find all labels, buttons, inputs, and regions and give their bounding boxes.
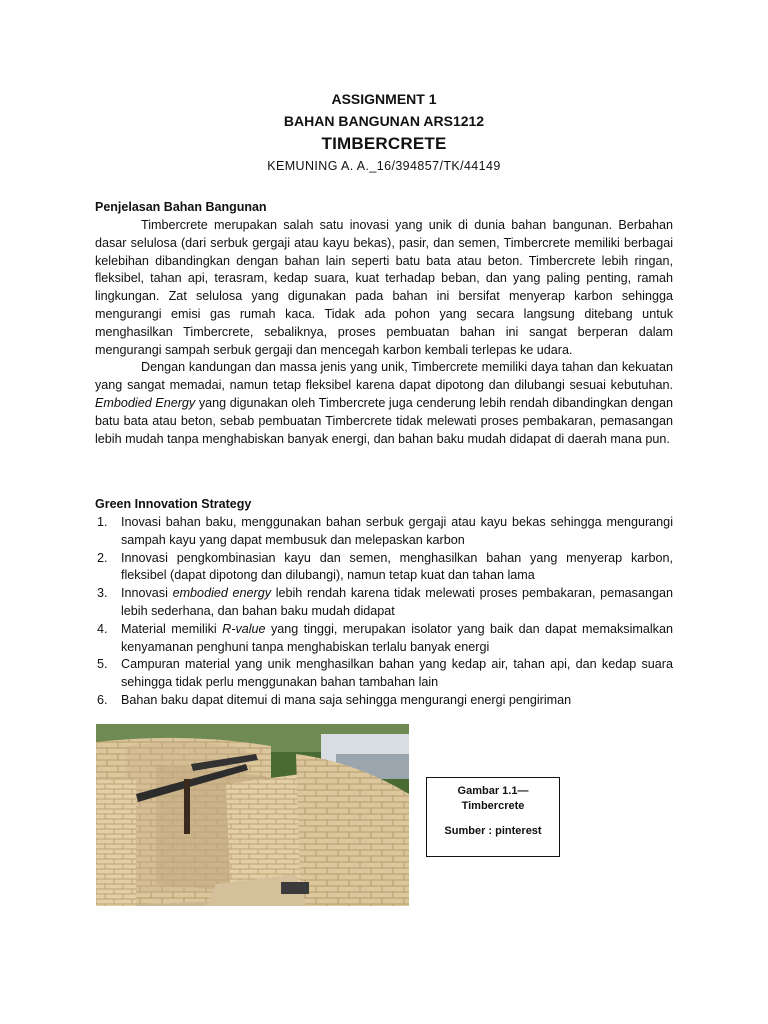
list-number: 1. (97, 515, 108, 529)
figure-caption: Gambar 1.1— Timbercrete (457, 785, 529, 812)
figure-source: Sumber : pinterest (444, 825, 542, 837)
course-label: BAHAN BANGUNAN ARS1212 (283, 113, 485, 129)
list-item (95, 692, 673, 710)
list-item (95, 550, 673, 586)
list-item-text: lebih rendah karena tidak melewati proses pembakaran, pemasangan lebih sederhana, dan bahan baku mudah didapat (121, 586, 674, 618)
list-item-text: Inovasi bahan baku, menggunakan bahan serbuk gergaji atau kayu bekas sehingga mengurangi sampah kayu yang dapat membusuk dan melepaskan karbon (121, 515, 673, 547)
list-number: 4. (97, 621, 108, 636)
assignment-label: ASSIGNMENT 1 (331, 91, 437, 107)
section-heading-penjelasan: Penjelasan Bahan Bangunan (95, 200, 267, 214)
list-item-text: Innovasi pengkombinasian kayu dan semen, menghasilkan bahan yang menyerap karbon, fleksibel (dapat dipotong dan dilubangi), namun tetap kuat dan tahan lama (121, 550, 673, 583)
list-number: 5. (97, 657, 108, 672)
document-title: TIMBERCRETE (321, 134, 447, 153)
list-item (95, 585, 673, 621)
list-item-emphasis: embodied energy (172, 586, 272, 601)
list-number: 6. (97, 692, 108, 707)
section-body-penjelasan (95, 217, 673, 448)
list-item-text: Campuran material yang unik menghasilkan bahan yang kedap air, tahan api, dan kedap suara sehingga tidak perlu menggunakan bahan tambahan lain (121, 657, 673, 690)
list-item (95, 621, 673, 657)
paragraph-2-text-a: Dengan kandungan dan massa jenis yang unik, Timbercrete memiliki daya tahan dan kekuatan yang sangat memadai, namun tetap fleksibel karena dapat dipotong dan dilubangi sesuai kebutuhan. (95, 360, 673, 393)
list-item-text: yang tinggi, merupakan isolator yang baik dan dapat memaksimalkan kenyamanan penghuni tanpa menghabiskan terlalu banyak energi (121, 621, 673, 654)
list-item (95, 514, 673, 550)
author-line: KEMUNING A. A._16/394857/TK/44149 (267, 159, 501, 173)
section-heading-green-innovation: Green Innovation Strategy (95, 497, 252, 511)
list-item-text: Bahan baku dapat ditemui di mana saja sehingga mengurangi energi pengiriman (121, 692, 572, 707)
figure-caption-box (426, 777, 560, 857)
list-item-emphasis: R-value (222, 621, 266, 636)
list-item (95, 656, 673, 692)
list-number: 2. (97, 550, 108, 565)
list-item-text: Innovasi (121, 586, 173, 601)
strategy-list (95, 514, 673, 710)
list-number: 3. (97, 586, 108, 601)
timbercrete-photo (96, 724, 409, 906)
paragraph-2-emphasis: Embodied Energy (95, 395, 196, 410)
paragraph-2-text-b: yang digunakan oleh Timbercrete juga cenderung lebih rendah dibandingkan dengan batu bata atau beton, sebab pembuatan Timbercrete tidak melewati proses pembakaran, pemasangan lebih mudah tanpa menghabiskan banyak energi, dan bahan baku mudah didapat di daerah mana pun. (95, 395, 673, 446)
paragraph-1: Timbercrete merupakan salah satu inovasi yang unik di dunia bahan bangunan. Berbahan dasar selulosa (dari serbuk gergaji atau kayu bekas), pasir, dan semen, Timbercrete memiliki berbagai kelebihan dibandingkan dengan bahan lain seperti batu bata atau beton. Timbercrete lebih ringan, fleksibel, tahan api, terasram, kedap suara, kuat terhadap beban, dan yang paling penting, ramah lingkungan. Zat selulosa yang digunakan pada bahan ini bersifat menyerap karbon sehingga mengurangi emisi gas rumah kaca. Tidak ada pohon yang secara langsung ditebang untuk menghasilkan Timbercrete, sebaliknya, proses pembuatan bahan ini sangat berperan dalam mengurangi sampah serbuk gergaji dan mencegah karbon kembali terlepas ke udara. (95, 218, 673, 357)
paragraph-2 (95, 359, 673, 448)
list-item-text: Material memiliki (121, 621, 223, 636)
